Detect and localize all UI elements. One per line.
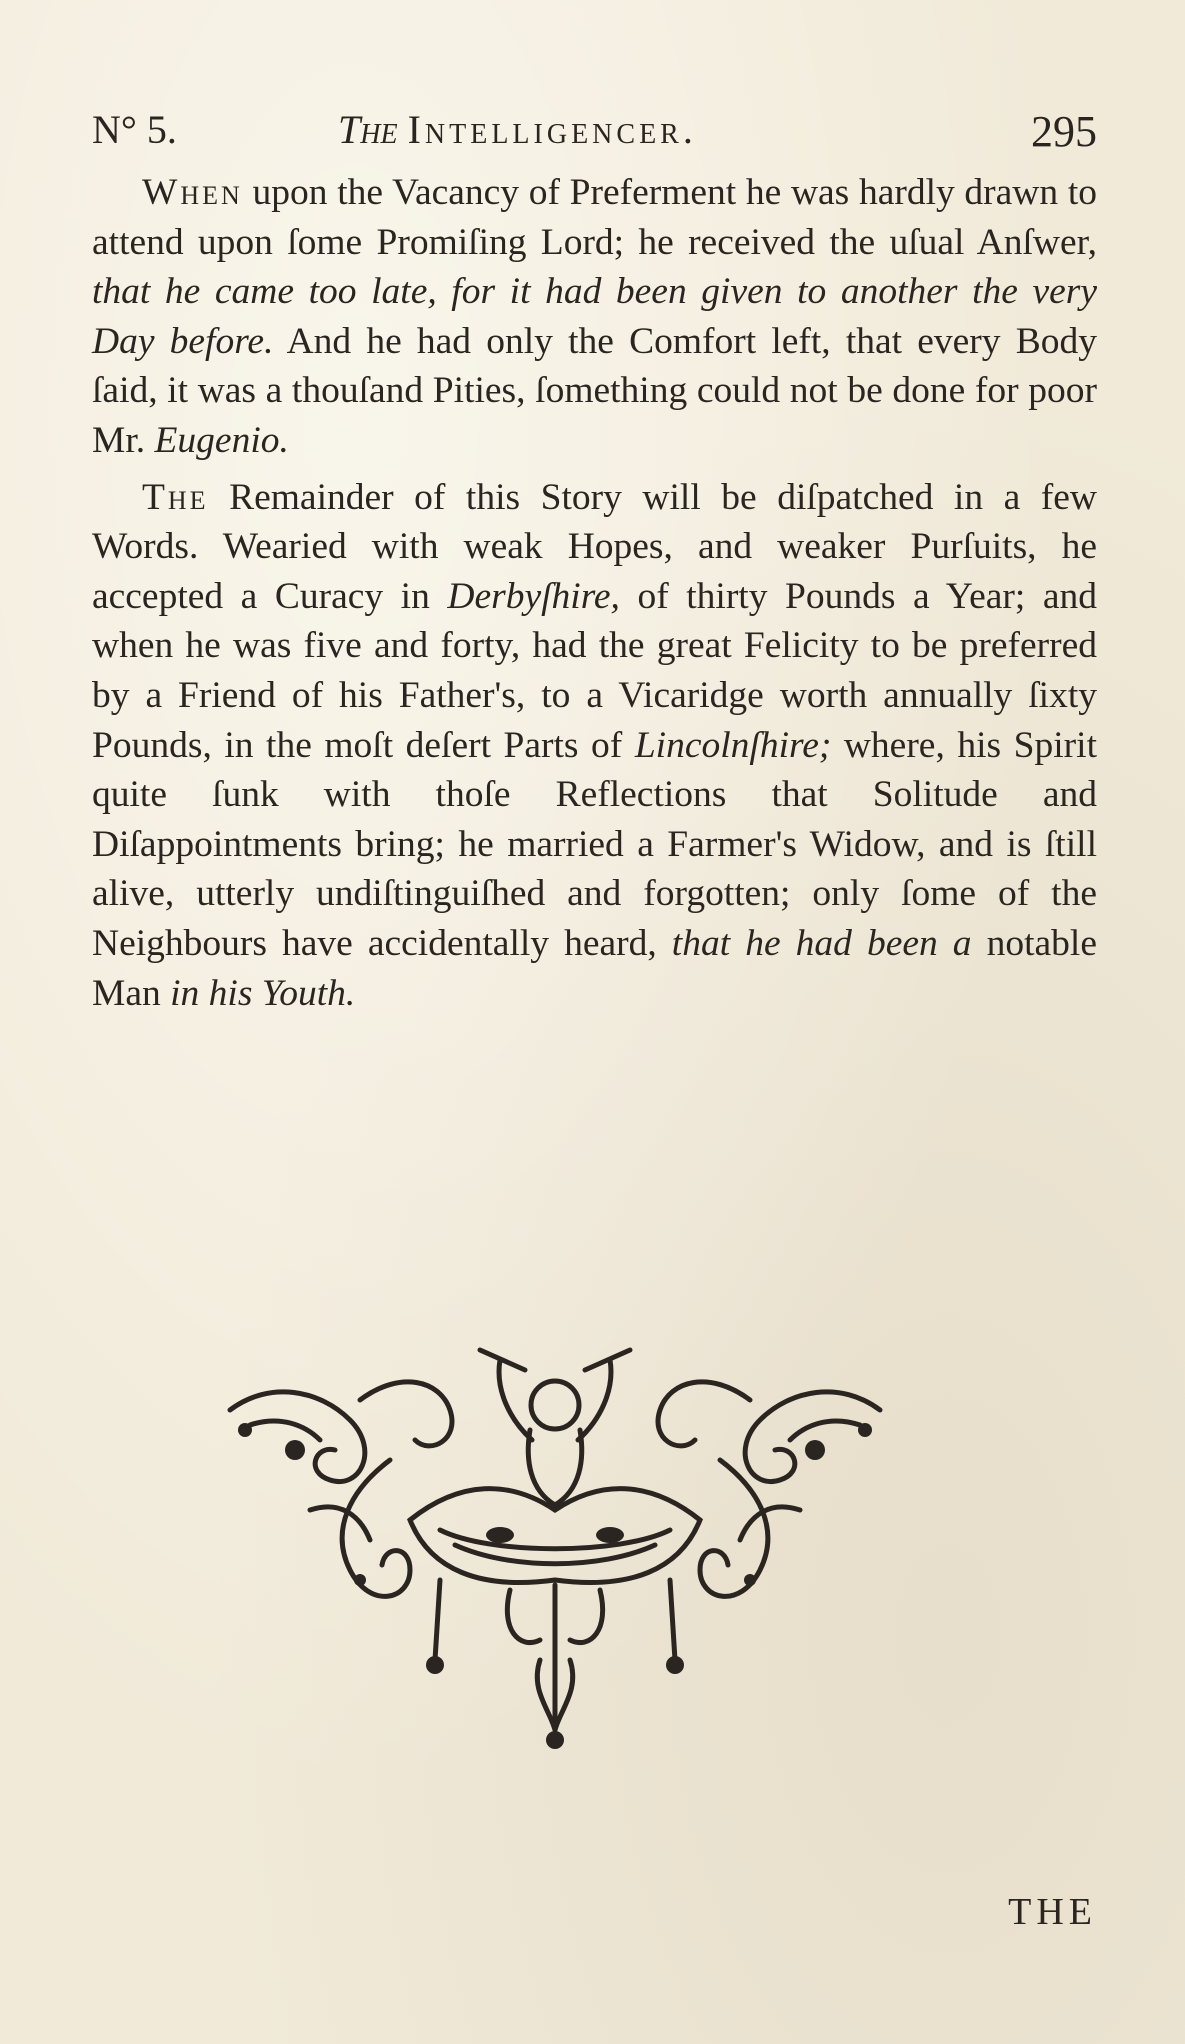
paragraph-2-text-3: where, his Spirit quite ſunk with thoſe Reflections that Solitude and Diſappointments bring; he married a Farmer's Widow, and is ſtill alive, utterly undiſtinguiſhed and forgotten; only ſome of the Neighbours have accidentally heard, <box>92 724 1097 964</box>
running-header <box>92 106 1097 166</box>
running-title <box>338 106 697 153</box>
paragraph-2-place-derbyshire: Derbyſhire, <box>447 575 620 617</box>
paragraph-1-name-eugenio: Eugenio. <box>154 419 289 461</box>
paragraph-2 <box>92 473 1097 1019</box>
paragraph-1-text: upon the Vacancy of Preferment he was hardly drawn to attend upon ſome Promiſing Lord; he received the uſual Anſwer, <box>92 172 1097 263</box>
body-text <box>92 168 1097 1025</box>
issue-number: N° 5. <box>92 107 177 152</box>
paragraph-1-opening-word: When <box>142 172 243 213</box>
paragraph-1 <box>92 168 1097 466</box>
paragraph-1-text-2: And he had only the Comfort left, that every Body ſaid, it was a thouſand Pities, ſomething could not be done for poor Mr. <box>92 320 1097 461</box>
paragraph-2-opening-word: The <box>142 476 209 518</box>
running-title-main: Intelligencer. <box>407 107 697 152</box>
paragraph-2-italic-ending: in his Youth. <box>170 972 356 1014</box>
paragraph-2-text-4: notable Man <box>92 922 1097 1014</box>
paragraph-2-italic-phrase: that he had been a <box>671 922 972 964</box>
paragraph-2-text: Remainder of this Story will be diſpatched in a few Words. Wearied with weak Hopes, and weaker Purſuits, he accepted a Curacy in <box>92 476 1097 617</box>
paragraph-2-place-lincolnshire: Lincolnſhire; <box>634 724 832 766</box>
page-number: 295 <box>1031 107 1097 156</box>
paragraph-1-italic-quote: that he came too late, for it had been given to another the very Day before. <box>92 271 1097 362</box>
running-title-article: The <box>338 107 398 152</box>
catchword: THE <box>1008 1891 1097 1933</box>
woodcut-putto-ornament-icon <box>210 1330 900 1800</box>
paragraph-2-text-2: of thirty Pounds a Year; and when he was five and forty, had the great Felicity to be preferred by a Friend of his Father's, to a Vicaridge worth annually ſixty Pounds, in the moſt deſert Parts of <box>92 575 1097 766</box>
